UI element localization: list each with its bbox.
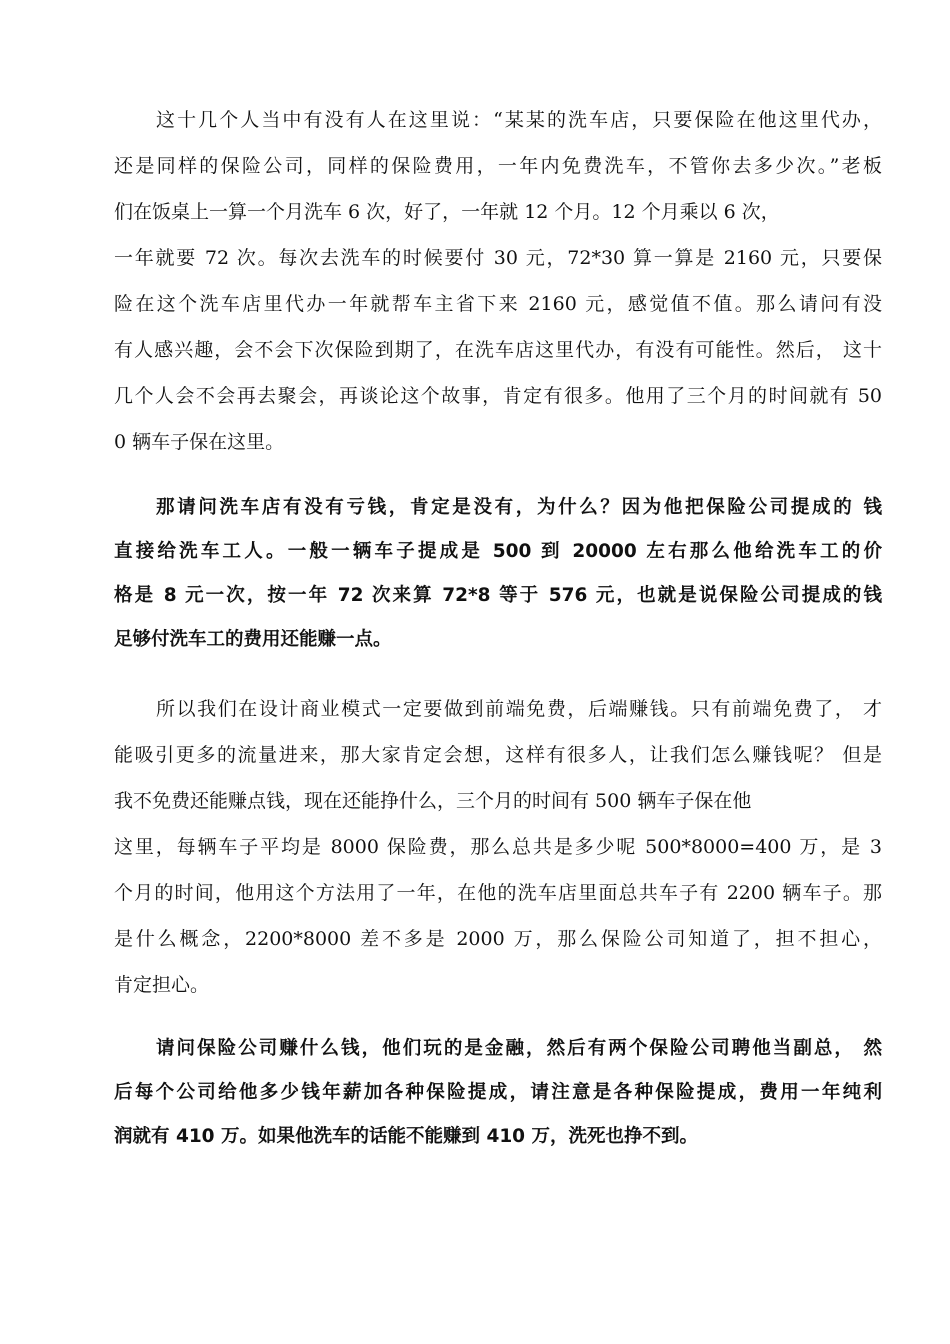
text-line: 那请问洗车店有没有亏钱，肯定是没有，为什么？因为他把保险公司提成的 钱 [156,497,882,518]
text-line: 足够付洗车工的费用还能赚一点。 [114,629,392,650]
text-line: 所以我们在设计商业模式一定要做到前端免费，后端赚钱。只有前端免费了， 才 [156,698,882,720]
text-line: 险在这个洗车店里代办一年就帮车主省下来 2160 元，感觉值不值。那么请问有没 [114,293,882,315]
paragraph-4 [114,1027,882,1159]
paragraph-1 [114,97,882,465]
text-line: 能吸引更多的流量进来，那大家肯定会想，这样有很多人，让我们怎么赚钱呢？ 但是 [114,744,882,766]
text-line: 有人感兴趣，会不会下次保险到期了，在洗车店这里代办，有没有可能性。然后， 这十 [114,339,882,361]
text-line: 我不免费还能赚点钱，现在还能挣什么，三个月的时间有 500 辆车子保在他 [114,790,752,812]
text-line: 是什么概念，2200*8000 差不多是 2000 万，那么保险公司知道了，担不担心， [114,928,882,950]
text-line: 们在饭桌上一算一个月洗车 6 次，好了，一年就 12 个月。12 个月乘以 6 次， [114,201,780,223]
text-line: 这里，每辆车子平均是 8000 保险费，那么总共是多少呢 500*8000=400 万，是 3 [114,836,882,858]
text-line: 肯定担心。 [114,974,210,996]
paragraph-2 [114,486,882,662]
text-line: 几个人会不会再去聚会，再谈论这个故事，肯定有很多。他用了三个月的时间就有 50 [114,385,882,407]
text-line: 后每个公司给他多少钱年薪加各种保险提成，请注意是各种保险提成，费用一年纯利 [114,1082,882,1103]
text-line: 请问保险公司赚什么钱，他们玩的是金融，然后有两个保险公司聘他当副总， 然 [156,1038,882,1059]
text-line: 这十几个人当中有没有人在这里说：“某某的洗车店，只要保险在他这里代办， [156,109,882,131]
paragraph-3 [114,686,882,1008]
text-line: 润就有 410 万。如果他洗车的话能不能赚到 410 万，洗死也挣不到。 [114,1126,698,1147]
text-line: 一年就要 72 次。每次去洗车的时候要付 30 元，72*30 算一算是 2160 元，只要保 [114,247,882,269]
text-line: 个月的时间，他用这个方法用了一年，在他的洗车店里面总共车子有 2200 辆车子。那 [114,882,882,904]
text-line: 格是 8 元一次，按一年 72 次来算 72*8 等于 576 元，也就是说保险公司提成的钱 [114,585,882,606]
text-line: 0 辆车子保在这里。 [114,431,285,453]
text-line: 还是同样的保险公司，同样的保险费用，一年内免费洗车，不管你去多少次。”老板 [114,155,882,177]
text-line: 直接给洗车工人。一般一辆车子提成是 500 到 20000 左右那么他给洗车工的价 [114,541,882,562]
